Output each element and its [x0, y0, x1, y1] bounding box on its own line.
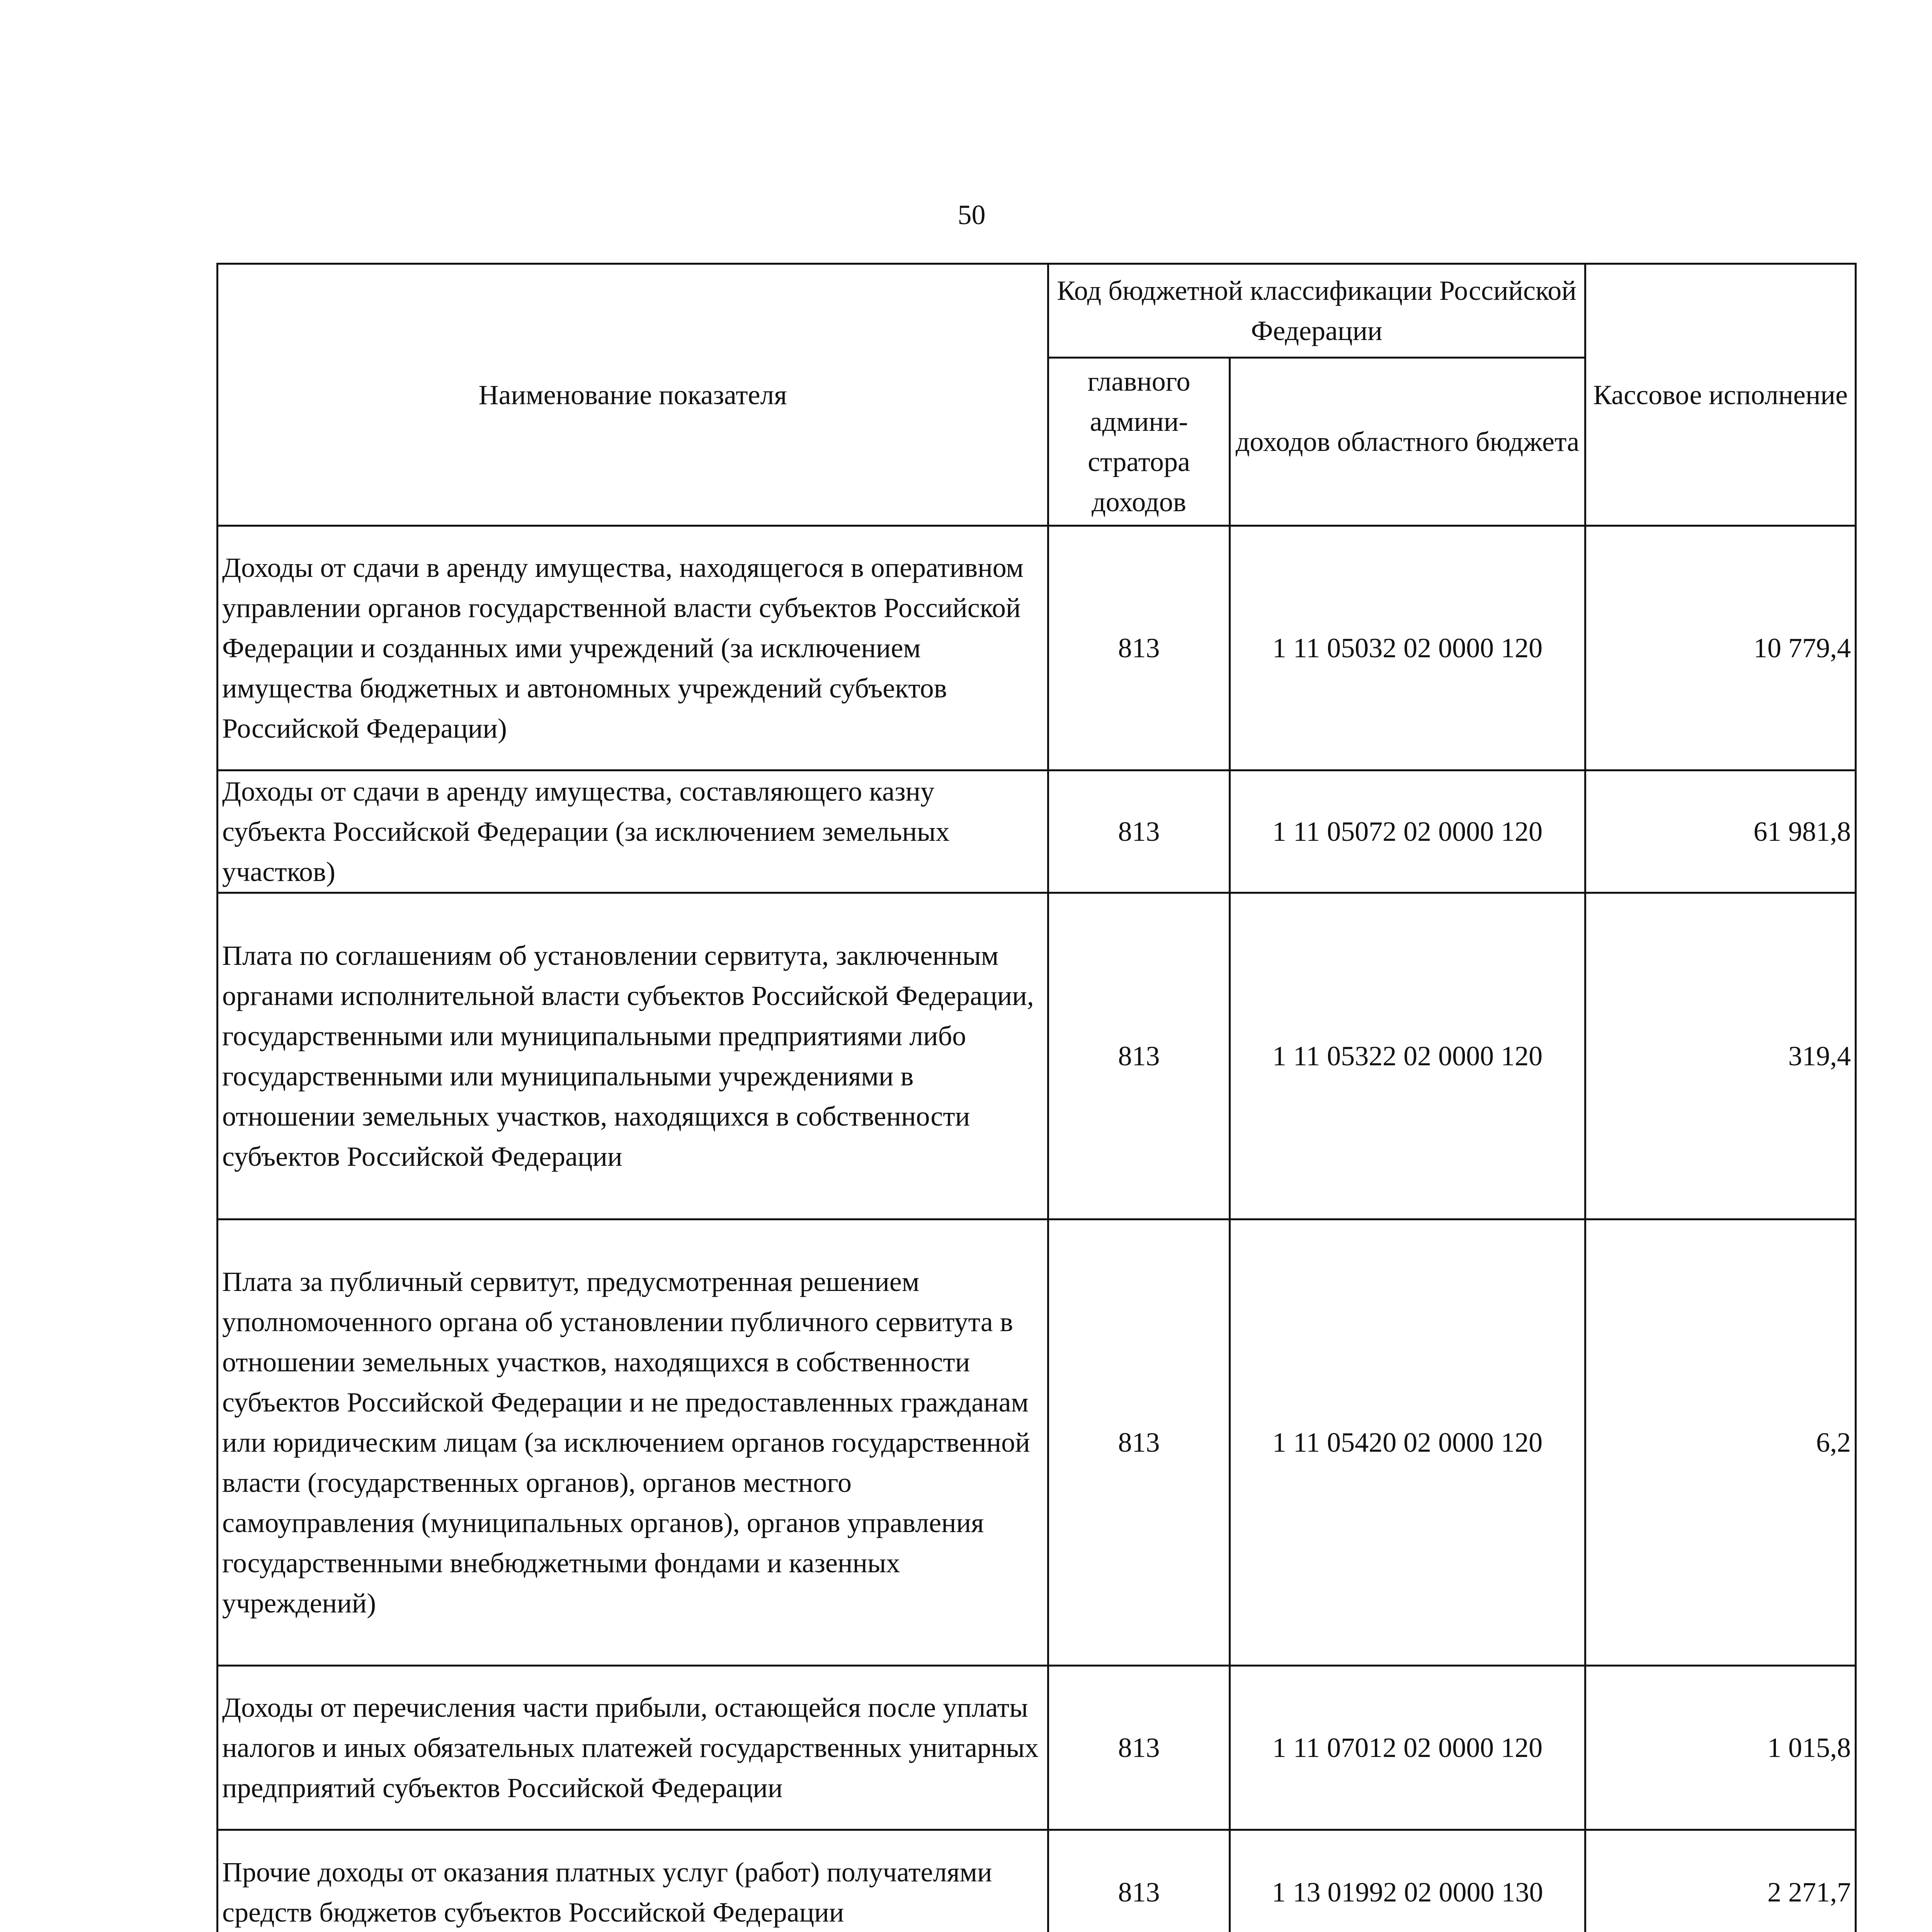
row-cash-execution: 10 779,4 — [1585, 526, 1856, 770]
table-row — [218, 1219, 1856, 1666]
row-budget-code: 1 11 05420 02 0000 120 — [1230, 1219, 1585, 1666]
row-cash-execution: 319,4 — [1585, 893, 1856, 1219]
row-cash-execution: 6,2 — [1585, 1219, 1856, 1666]
table-row — [218, 526, 1856, 770]
row-admin-code: 813 — [1048, 770, 1230, 893]
row-budget-code: 1 11 05032 02 0000 120 — [1230, 526, 1585, 770]
table-row — [218, 1666, 1856, 1830]
header-regional-budget-income: доходов областного бюджета — [1230, 358, 1585, 526]
row-name: Доходы от сдачи в аренду имущества, составляющего казну субъекта Российской Федерации (за исключением земельных участков) — [218, 770, 1048, 893]
table-row — [218, 770, 1856, 893]
row-name: Плата по соглашениям об установлении сервитута, заключенным органами исполнительной власти субъектов Российской Федерации, государственными или муниципальными предприятиями либо государственными или муниципальными учреждениями в отношении земельных участков, находящихся в собственности субъектов Российской Федерации — [218, 893, 1048, 1219]
table-row — [218, 893, 1856, 1219]
row-budget-code: 1 13 01992 02 0000 130 — [1230, 1830, 1585, 1932]
row-cash-execution: 61 981,8 — [1585, 770, 1856, 893]
row-admin-code: 813 — [1048, 1219, 1230, 1666]
income-table — [216, 263, 1857, 1932]
row-name: Плата за публичный сервитут, предусмотренная решением уполномоченного органа об установлении публичного сервитута в отношении земельных участков, находящихся в собственности субъектов Российской Федерации и не предоставленных гражданам или юридическим лицам (за исключением органов государственной власти (государственных органов), органов местного самоуправления (муниципальных органов), органов управления государственными внебюджетными фондами и казенных учреждений) — [218, 1219, 1048, 1666]
row-name: Доходы от перечисления части прибыли, остающейся после уплаты налогов и иных обязательных платежей государственных унитарных предприятий субъектов Российской Федерации — [218, 1666, 1048, 1830]
row-admin-code: 813 — [1048, 1666, 1230, 1830]
row-budget-code: 1 11 05322 02 0000 120 — [1230, 893, 1585, 1219]
row-admin-code: 813 — [1048, 1830, 1230, 1932]
row-budget-code: 1 11 05072 02 0000 120 — [1230, 770, 1585, 893]
header-chief-administrator: главного админи-стратора доходов — [1048, 358, 1230, 526]
header-cash-execution: Кассовое исполнение — [1585, 264, 1856, 526]
row-admin-code: 813 — [1048, 526, 1230, 770]
row-cash-execution: 1 015,8 — [1585, 1666, 1856, 1830]
table-header — [218, 264, 1856, 526]
row-budget-code: 1 11 07012 02 0000 120 — [1230, 1666, 1585, 1830]
page-number: 50 — [957, 199, 986, 230]
row-admin-code: 813 — [1048, 893, 1230, 1219]
header-indicator-name: Наименование показателя — [218, 264, 1048, 526]
table-row — [218, 1830, 1856, 1932]
row-cash-execution: 2 271,7 — [1585, 1830, 1856, 1932]
row-name: Доходы от сдачи в аренду имущества, находящегося в оперативном управлении органов государственной власти субъектов Российской Федерации и созданных ими учреждений (за исключением имущества бюджетных и автономных учреждений субъектов Российской Федерации) — [218, 526, 1048, 770]
header-code-group: Код бюджетной классификации Российской Федерации — [1048, 264, 1585, 358]
row-name: Прочие доходы от оказания платных услуг (работ) получателями средств бюджетов субъектов Российской Федерации — [218, 1830, 1048, 1932]
table-body — [218, 526, 1856, 1932]
